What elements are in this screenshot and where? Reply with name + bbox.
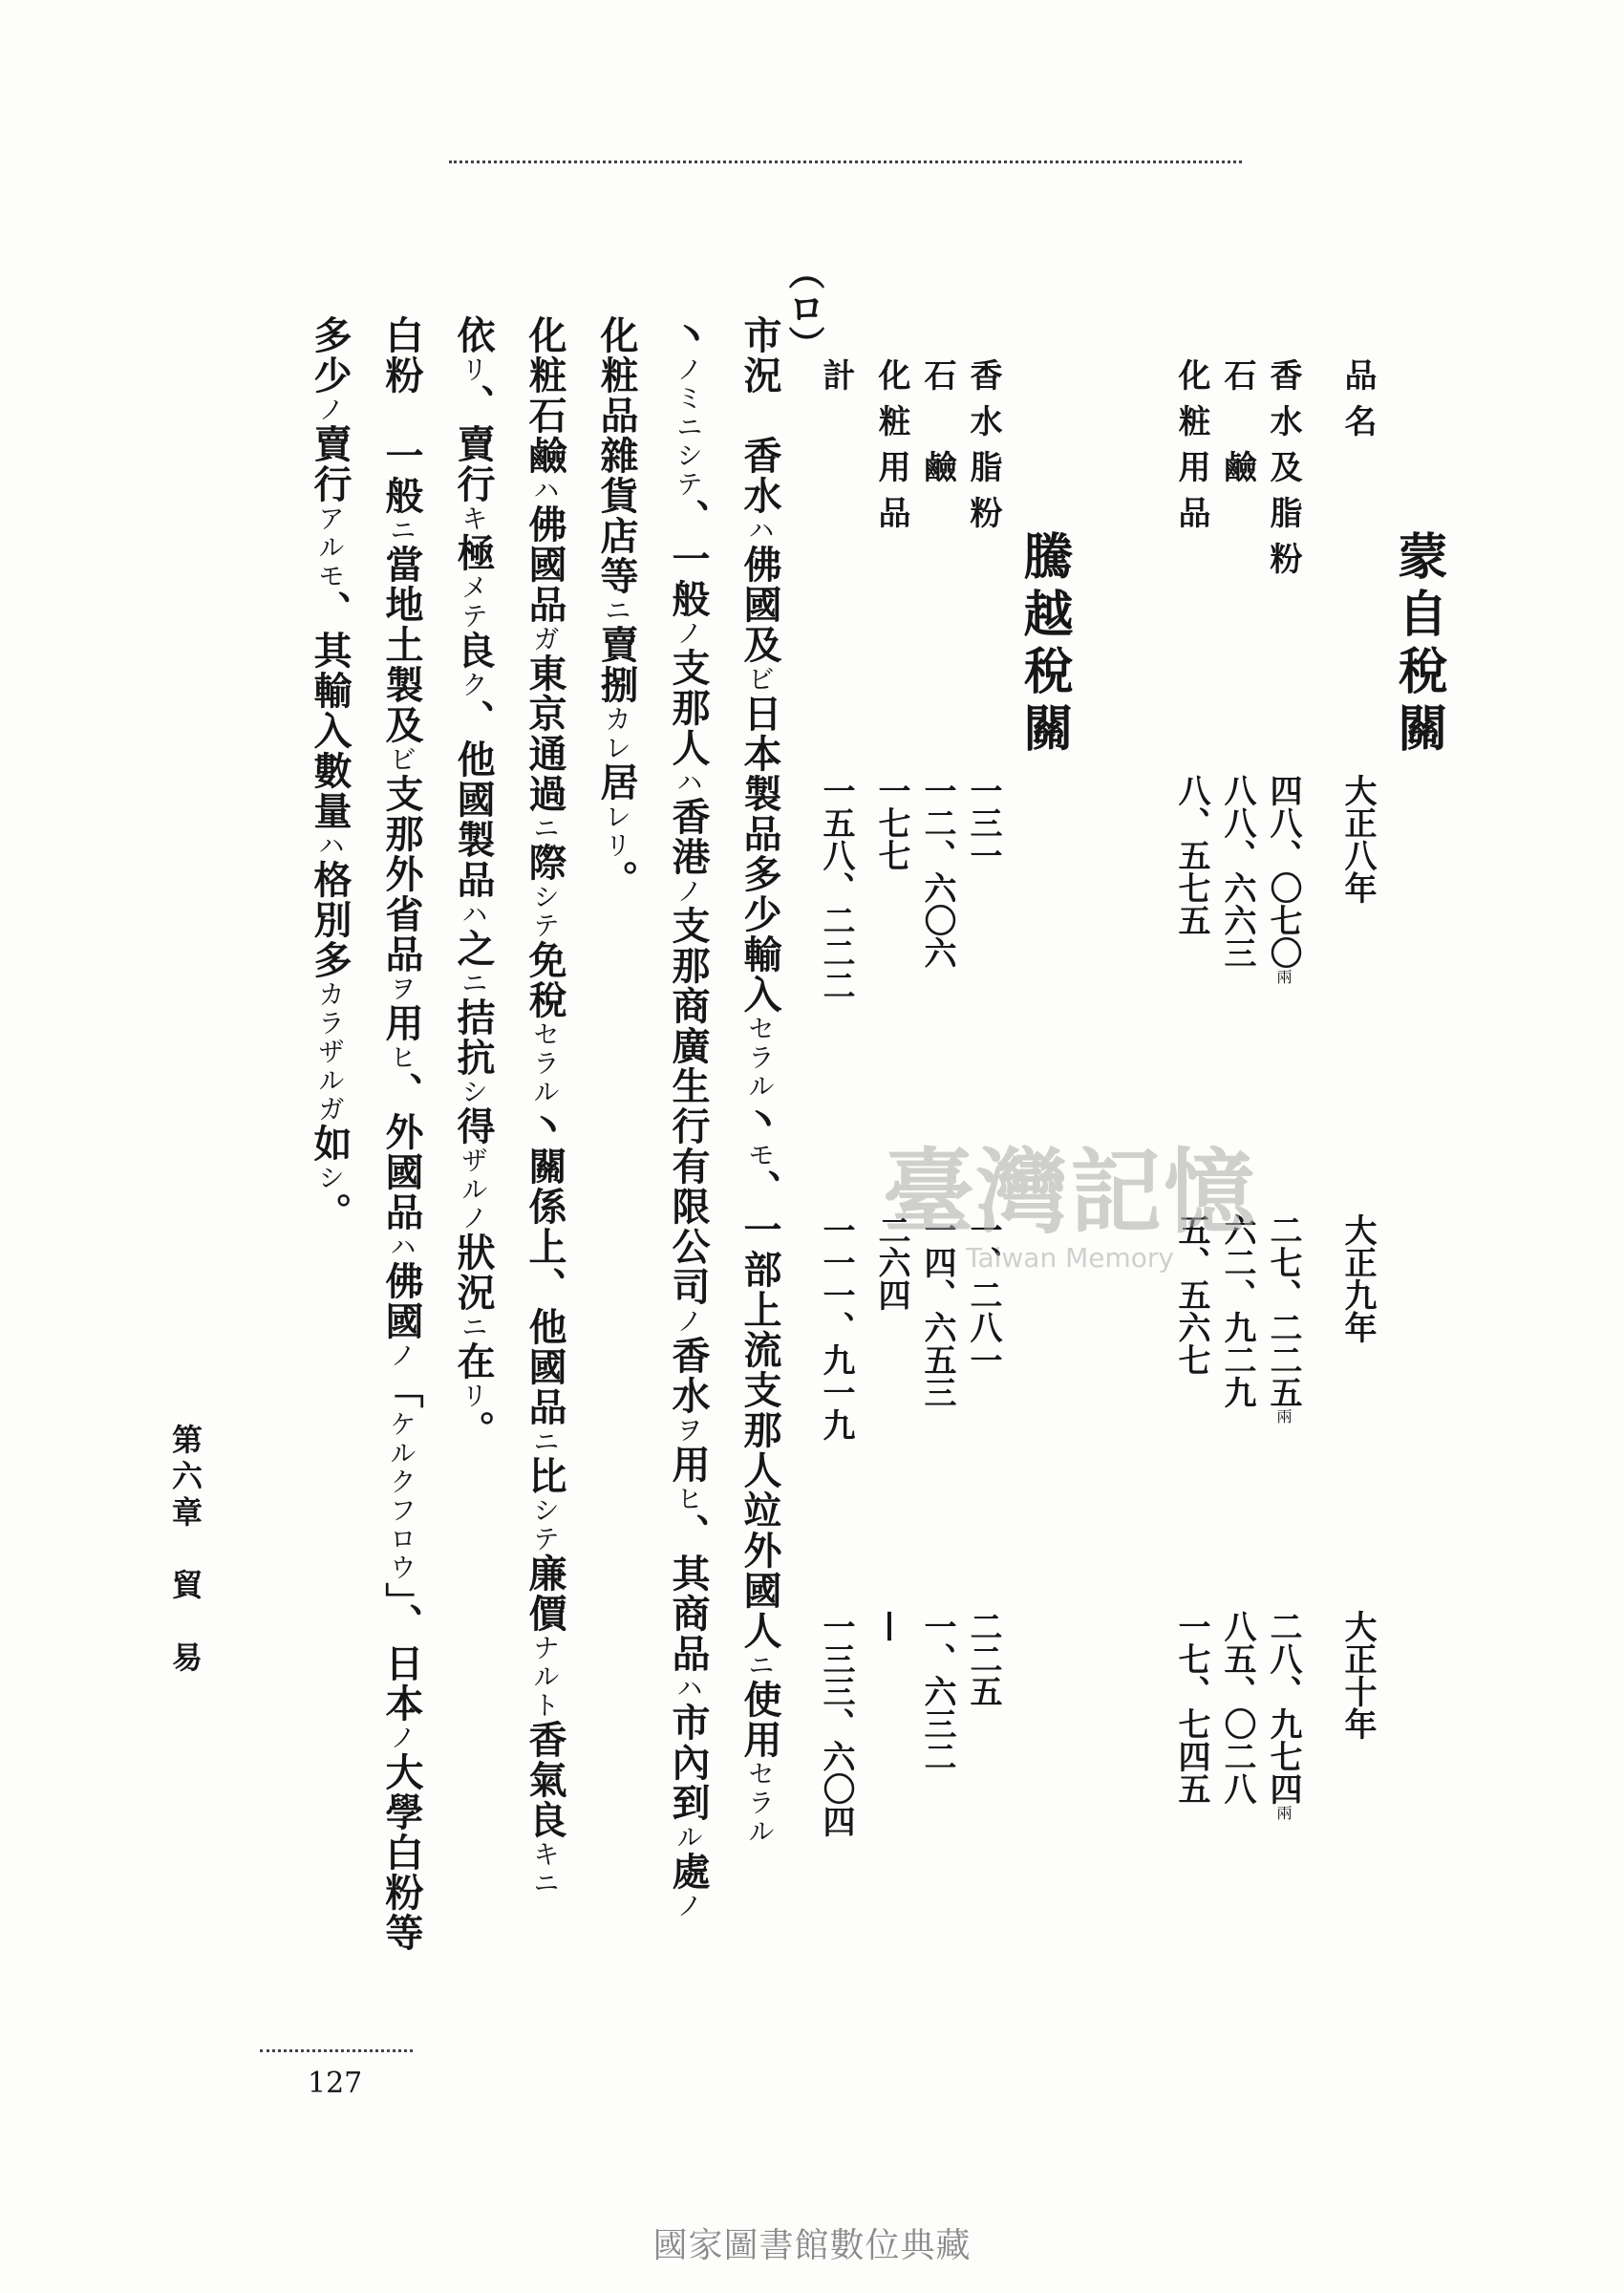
text-run: 賣捌 — [594, 625, 639, 705]
text-run: 、外國品 — [379, 1072, 424, 1232]
text-run: 支那外省品 — [379, 774, 424, 975]
text-column — [737, 315, 782, 1846]
kana-okurigana: ク — [458, 671, 489, 699]
kana-okurigana: カラザルガ — [314, 980, 346, 1124]
kana-okurigana: セラル — [529, 1020, 561, 1106]
text-run: 得 — [451, 1106, 496, 1146]
text-run: 丶關係上、他國品 — [523, 1106, 567, 1427]
table-cell-y1921: 二八、九七四兩 — [1264, 1610, 1302, 1820]
kana-okurigana: ニ — [529, 814, 561, 843]
watermark-logo — [836, 1138, 1304, 1274]
table-cell-y1920: 一、二八一 — [964, 1213, 1002, 1376]
kana-okurigana: ニ — [529, 1427, 561, 1456]
text-run: 白粉 一般 — [379, 315, 424, 516]
text-run: 。 — [594, 860, 639, 900]
kana-okurigana: シ — [314, 1164, 346, 1192]
kana-okurigana: モ — [744, 1141, 776, 1169]
top-rule — [449, 161, 1242, 163]
text-run: 極 — [451, 533, 496, 573]
running-footer-chapter: 第六章 貿 易 — [167, 1424, 203, 1678]
kana-okurigana: ノ — [314, 396, 346, 424]
kana-okurigana: キ — [458, 504, 489, 533]
table-cell-y1921: — — [872, 1610, 910, 1642]
item-name: 香水脂粉 — [964, 358, 1002, 542]
item-name: 石 鹼 — [918, 358, 956, 496]
kana-okurigana: ニ — [601, 596, 632, 625]
table2-row — [955, 358, 1002, 1791]
kana-okurigana: ノ — [386, 1724, 417, 1752]
text-run: 日本製品多少輸入 — [737, 694, 782, 1015]
text-run: 丶 — [666, 315, 711, 355]
library-footer: 國家圖書館數位典藏 — [652, 2226, 972, 2265]
text-run: 比 — [523, 1456, 567, 1496]
text-run: 香水 — [666, 1336, 711, 1416]
kana-okurigana: ハ — [673, 768, 704, 797]
kana-okurigana: ヲ — [386, 975, 417, 1003]
table-cell-y1920: 一一一、九一九 — [817, 1213, 855, 1441]
kana-okurigana: ナル — [529, 1634, 561, 1691]
kana-okurigana: ノ — [673, 1307, 704, 1336]
text-run: 處 — [666, 1852, 711, 1892]
kana-okurigana: ハ — [744, 516, 776, 545]
kana-okurigana: キニ — [529, 1840, 561, 1897]
text-run: 狀況 — [451, 1232, 496, 1313]
table2-row — [808, 358, 855, 1837]
text-run: 香港 — [666, 797, 711, 877]
text-run: 支那商廣生行有限公司 — [666, 906, 711, 1307]
watermark-subtext: Taiwan Memory — [966, 1242, 1174, 1274]
table-cell-y1919: 八八、六六三 — [1218, 774, 1256, 969]
item-name: 石 鹼 — [1218, 358, 1256, 496]
item-name: 香水及脂粉 — [1264, 358, 1302, 588]
table2-row — [864, 358, 908, 1791]
section-title-tengyue: 騰越稅關 — [1015, 530, 1073, 760]
table-cell-y1921: 二二五 — [964, 1610, 1002, 1707]
text-run: 良 — [451, 631, 496, 671]
kana-okurigana: ノ — [458, 1204, 489, 1232]
section-title-mengzi: 蒙自稅關 — [1389, 530, 1447, 760]
text-run: 丶 — [737, 1101, 782, 1141]
table-cell-y1919: 一二、六〇六 — [918, 774, 956, 969]
kana-okurigana: ヒ — [386, 1043, 417, 1072]
kana-okurigana: ニ — [386, 516, 417, 545]
table-cell-y1919: 八、五七五 — [1172, 774, 1210, 936]
text-run: 免稅 — [523, 940, 567, 1020]
text-run: 東京通過 — [523, 654, 567, 814]
text-run: 拮抗 — [451, 997, 496, 1078]
text-run: 居 — [594, 762, 639, 803]
text-run: 格別多 — [308, 860, 353, 980]
kana-okurigana: ニ — [744, 1651, 776, 1680]
text-column — [308, 315, 353, 1232]
kana-okurigana: アルモ — [314, 504, 346, 590]
table-cell-y1920: 二六四 — [872, 1213, 910, 1311]
column-header-year: 大正八年 — [1338, 774, 1377, 904]
text-run: 多少 — [308, 315, 353, 396]
text-column — [379, 315, 424, 1953]
page-number: 127 — [308, 2067, 363, 2100]
table-cell-y1920: 六二、九二九 — [1218, 1213, 1256, 1408]
kana-okurigana: ノミニシテ — [673, 355, 704, 499]
kana-okurigana: ハ — [386, 1232, 417, 1261]
kana-okurigana: ビ — [744, 665, 776, 694]
table-cell-y1921: 一、六三二 — [918, 1610, 956, 1772]
text-run: 化粧石鹼 — [523, 315, 567, 476]
item-name: 化粧用品 — [872, 358, 910, 542]
column-header-item: 品名 — [1338, 358, 1377, 450]
kana-okurigana: ビ — [386, 745, 417, 774]
kana-okurigana: ハ — [673, 1674, 704, 1703]
kana-okurigana: セラル — [744, 1760, 776, 1846]
text-run: 「 — [379, 1370, 424, 1410]
column-header-year: 大正十年 — [1338, 1610, 1377, 1740]
table-cell-y1919: 一五八、二二二 — [817, 774, 855, 1001]
text-run: 使用 — [737, 1680, 782, 1760]
text-column — [594, 315, 639, 900]
unit-label: 兩 — [1274, 1805, 1293, 1820]
table-cell-y1921: 一三三、六〇四 — [817, 1610, 855, 1837]
kana-okurigana: ハ — [529, 476, 561, 504]
unit-label: 兩 — [1274, 1408, 1293, 1424]
kana-okurigana: メテ — [458, 573, 489, 631]
item-name: 計 — [817, 358, 855, 404]
kana-okurigana: ハ — [458, 900, 489, 929]
text-run: 之 — [451, 929, 496, 969]
kana-okurigana: ト — [529, 1691, 561, 1720]
kana-okurigana: ル — [673, 1823, 704, 1852]
table-cell-y1921: 八五、〇二八 — [1218, 1610, 1256, 1805]
text-run: 。 — [451, 1410, 496, 1450]
text-run: 依 — [451, 315, 496, 355]
kana-okurigana: ノ — [673, 1892, 704, 1920]
text-run: 用 — [666, 1445, 711, 1485]
column-header-year: 大正九年 — [1338, 1213, 1377, 1343]
text-run: 、賣行 — [451, 384, 496, 504]
kana-okurigana: シテ — [529, 1496, 561, 1554]
kana-okurigana: ノ — [386, 1341, 417, 1370]
text-run: 。 — [308, 1192, 353, 1232]
text-run: 佛國品 — [523, 504, 567, 625]
kana-okurigana: ヲ — [673, 1416, 704, 1445]
watermark-text: 臺灣記憶 — [883, 1138, 1257, 1246]
text-run: 佛國及 — [737, 545, 782, 665]
page-number-rule — [260, 2049, 413, 2052]
text-run: 」、日本 — [379, 1582, 424, 1724]
text-run: 在 — [451, 1341, 496, 1382]
text-run: 、他國製品 — [451, 699, 496, 900]
text-column — [523, 315, 567, 1897]
kana-okurigana: カレ — [601, 705, 632, 762]
text-column — [666, 315, 711, 1920]
table-cell-y1919: 一七七 — [872, 774, 910, 871]
text-run: 如 — [308, 1124, 353, 1164]
kana-okurigana: シテ — [529, 883, 561, 940]
table1-row — [1209, 358, 1256, 1805]
kana-okurigana: ザル — [458, 1146, 489, 1204]
text-run: 大學白粉等 — [379, 1752, 424, 1953]
text-run: 賣行 — [308, 424, 353, 504]
unit-label: 兩 — [1274, 969, 1293, 984]
section-mark: （ロ） — [782, 253, 825, 362]
kana-okurigana: ニ — [458, 1313, 489, 1341]
text-run: 、其輸入數量 — [308, 590, 353, 831]
text-run: 、一部上流支那人竝外國人 — [737, 1169, 782, 1651]
kana-okurigana: リ — [458, 355, 489, 384]
kana-okurigana: ガ — [529, 625, 561, 654]
text-run: 廉價 — [523, 1554, 567, 1634]
table-cell-y1919: 四八、〇七〇兩 — [1264, 774, 1302, 984]
kana-okurigana: ニ — [458, 969, 489, 997]
kana-okurigana: ヒ — [673, 1485, 704, 1513]
text-run: 用 — [379, 1003, 424, 1043]
table1-row — [1164, 358, 1210, 1805]
table1-row — [1255, 358, 1302, 1820]
kana-okurigana: セラル — [744, 1015, 776, 1101]
kana-okurigana: レリ — [601, 803, 632, 860]
table-cell-y1919: 一三一 — [964, 774, 1002, 871]
table2-row — [909, 358, 956, 1791]
text-run: 化粧品雜貨店等 — [594, 315, 639, 596]
kana-okurigana: ノ — [673, 619, 704, 648]
table-header-row — [1330, 358, 1377, 1791]
text-run: 支那人 — [666, 648, 711, 768]
text-run: 香氣良 — [523, 1720, 567, 1840]
text-run: 際 — [523, 843, 567, 883]
kana-okurigana: ハ — [314, 831, 346, 860]
text-run: 市況 香水 — [737, 315, 782, 516]
text-run: 市內到 — [666, 1703, 711, 1823]
kana-okurigana: シ — [458, 1078, 489, 1106]
text-column — [451, 315, 496, 1450]
text-run: 當地土製及 — [379, 545, 424, 745]
table-cell-y1920: 二七、二二五兩 — [1264, 1213, 1302, 1424]
kana-okurigana: リ — [458, 1382, 489, 1410]
table-cell-y1920: 一四、六五三 — [918, 1213, 956, 1408]
kana-okurigana: ノ — [673, 877, 704, 906]
text-run: 佛國 — [379, 1261, 424, 1341]
text-run: 、其商品 — [666, 1513, 711, 1674]
kana-okurigana: ケルクフロウ — [386, 1410, 417, 1582]
table-cell-y1920: 五、五六七 — [1172, 1213, 1210, 1376]
item-name: 化粧用品 — [1172, 358, 1210, 542]
table-cell-y1921: 一七、七四五 — [1172, 1610, 1210, 1805]
text-run: 、一般 — [666, 499, 711, 619]
